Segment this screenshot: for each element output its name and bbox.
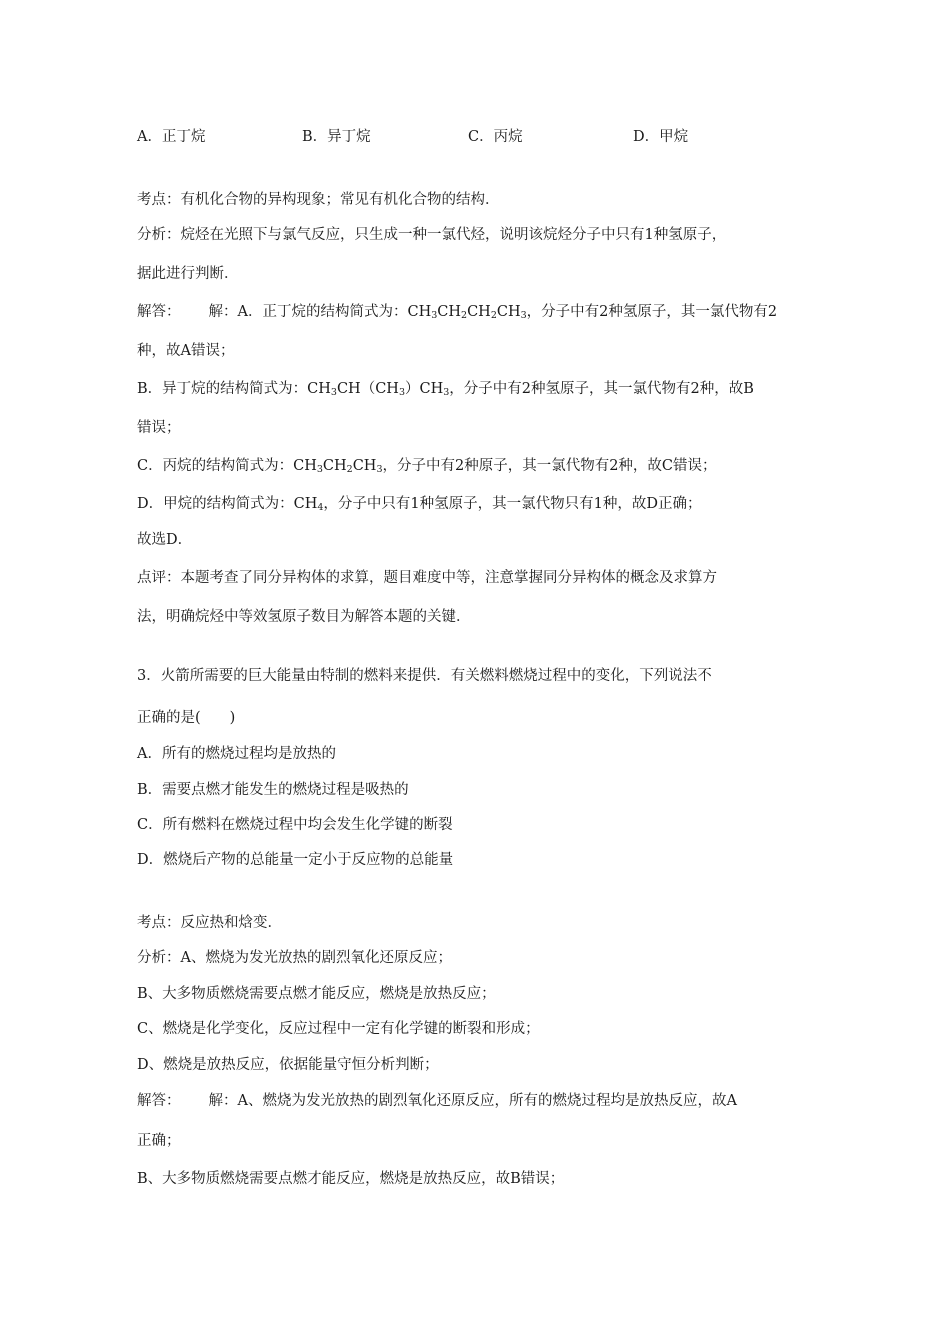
- q2-option-b-analysis: B．异丁烷的结构简式为：$CH_3CH(CH_3)CH_3$，分子中有2种氢原子，其一氯代物有2种，故B: [137, 381, 754, 398]
- jieda-a-text-end: ，分子中有2种氢原子，其一氯代物有2: [526, 304, 778, 320]
- q2-option-c: C．丙烷: [468, 129, 523, 145]
- jieda-label: 解答：: [137, 304, 181, 320]
- q3-jieda-text: 解：A、燃烧为发光放热的剧烈氧化还原反应，所有的燃烧过程均是放热反应，故A: [208, 1093, 737, 1109]
- d-analysis-text-end: ，分子中只有1种氢原子，其一氯代物只有1种，故D正确；: [323, 496, 702, 512]
- q3-jieda-line2: 正确；: [137, 1133, 181, 1149]
- b-analysis-text: B．异丁烷的结构简式为：CH: [137, 381, 331, 397]
- q2-dianping-line2: 法，明确烷烃中等效氢原子数目为解答本题的关键．: [137, 609, 471, 625]
- q3-kaodian: 考点：反应热和焓变．: [137, 915, 282, 931]
- b-analysis-text-end: ，分子中有2种氢原子，其一氯代物有2种，故B: [449, 381, 754, 397]
- q3-fenxi-line1: 分析：A、燃烧为发光放热的剧烈氧化还原反应；: [137, 950, 452, 966]
- c-analysis-text: C．丙烷的结构简式为：CH: [137, 458, 317, 474]
- c-analysis-text-end: ，分子中有2种原子，其一氯代物有2种，故C错误；: [382, 458, 717, 474]
- q2-answer: 故选D．: [137, 532, 193, 548]
- q2-option-c-analysis: C．丙烷的结构简式为：$CH_3CH_2CH_3$，分子中有2种原子，其一氯代物有2种，故C错误；: [137, 458, 717, 475]
- q3-option-b: B．需要点燃才能发生的燃烧过程是吸热的: [137, 782, 409, 798]
- q2-kaodian: 考点：有机化合物的异构现象；常见有机化合物的结构．: [137, 192, 500, 208]
- q2-jieda-line1: 解答： 解：A．正丁烷的结构简式为：$CH_3CH_2CH_2CH_3$，分子中有2种氢原子，其一氯代物有2: [137, 304, 778, 321]
- q3-jieda-line3: B、大多物质燃烧需要点燃才能反应，燃烧是放热反应，故B错误；: [137, 1171, 565, 1187]
- q2-fenxi-line1: 分析：烷烃在光照下与氯气反应，只生成一种一氯代烃，说明该烷烃分子中只有1种氢原子，: [137, 227, 727, 243]
- q3-fenxi-line3: C、燃烧是化学变化，反应过程中一定有化学键的断裂和形成；: [137, 1021, 540, 1037]
- q2-option-a: A．正丁烷: [137, 129, 206, 145]
- q3-option-a: A．所有的燃烧过程均是放热的: [137, 746, 336, 762]
- q2-fenxi-line2: 据此进行判断．: [137, 266, 239, 282]
- q3-stem-line2: 正确的是( ): [137, 710, 236, 726]
- q3-fenxi-line2: B、大多物质燃烧需要点燃才能反应，燃烧是放热反应；: [137, 986, 496, 1002]
- q2-dianping-line1: 点评：本题考查了同分异构体的求算，题目难度中等，注意掌握同分异构体的概念及求算方: [137, 570, 717, 586]
- q3-stem-line1: 3．火箭所需要的巨大能量由特制的燃料来提供．有关燃料燃烧过程中的变化，下列说法不: [137, 668, 712, 684]
- jieda-a-text: 解：A．正丁烷的结构简式为：CH: [208, 304, 432, 320]
- q2-option-d-analysis: D．甲烷的结构简式为：$CH_4$，分子中只有1种氢原子，其一氯代物只有1种，故D正确；: [137, 496, 702, 513]
- q2-option-b: B．异丁烷: [302, 129, 371, 145]
- q2-option-b-analysis-line2: 错误；: [137, 420, 181, 436]
- q3-jieda-label: 解答：: [137, 1093, 181, 1109]
- q3-option-c: C．所有燃料在燃烧过程中均会发生化学键的断裂: [137, 817, 453, 833]
- q3-jieda-line1: [137, 1091, 737, 1111]
- q3-fenxi-line4: D、燃烧是放热反应，依据能量守恒分析判断；: [137, 1057, 439, 1073]
- q2-option-d: D．甲烷: [633, 129, 689, 145]
- q2-jieda-line2: 种，故A错误；: [137, 343, 235, 359]
- q3-option-d: D．燃烧后产物的总能量一定小于反应物的总能量: [137, 852, 454, 868]
- d-analysis-text: D．甲烷的结构简式为：CH: [137, 496, 318, 512]
